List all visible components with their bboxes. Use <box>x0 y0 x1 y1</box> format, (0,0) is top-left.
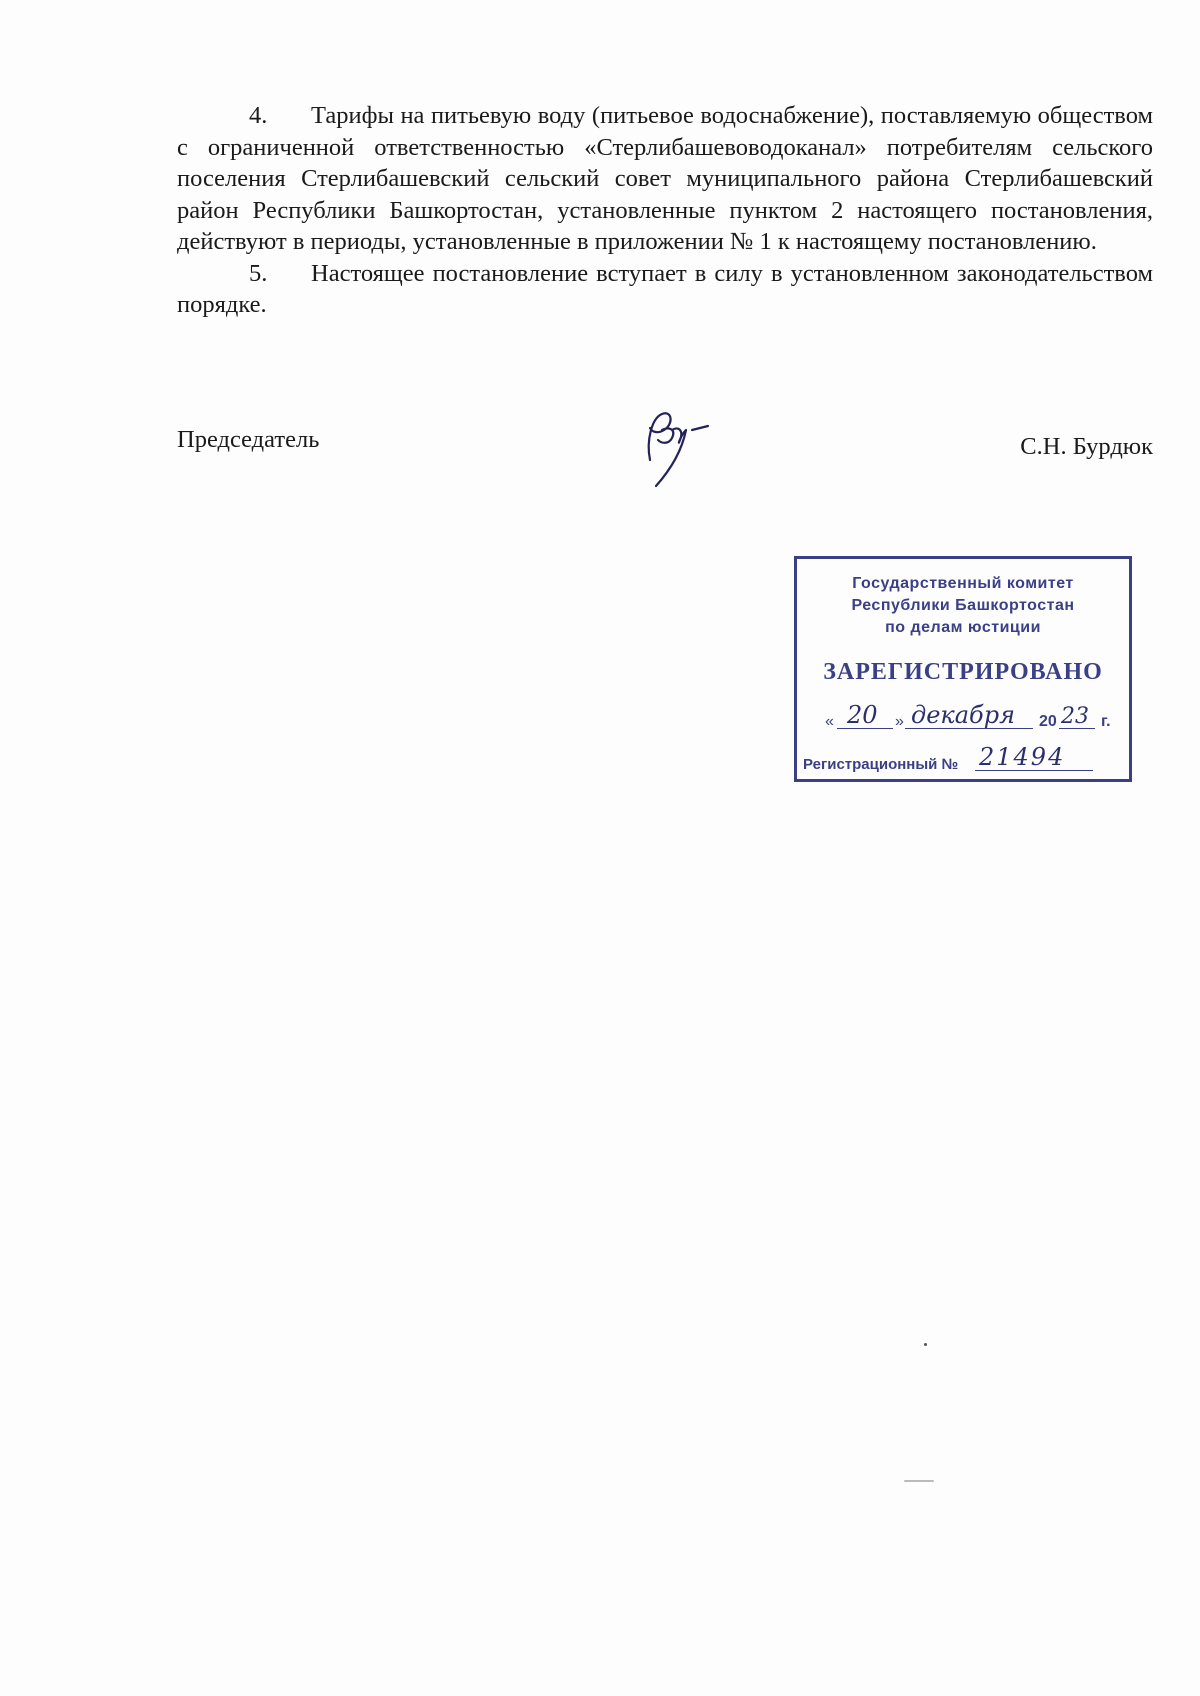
paragraph-text: Настоящее постановление вступает в силу в установленном законодательством порядке. <box>177 259 1153 318</box>
stamp-date-year-suffix: 23 <box>1061 704 1089 729</box>
stamp-status: ЗАРЕГИСТРИРОВАНО <box>823 659 1103 685</box>
scan-speck <box>904 1480 934 1482</box>
stamp-date-month: декабря <box>911 701 1015 729</box>
signatory-role: Председатель <box>177 426 320 453</box>
stamp-date-year-unit: г. <box>1101 713 1111 730</box>
stamp-committee-line: Республики Башкортостан <box>851 597 1075 614</box>
stamp-date-close-quote: » <box>895 713 904 730</box>
stamp-date-year-prefix: 20 <box>1039 713 1057 730</box>
stamp-registration-number: 21494 <box>979 743 1066 771</box>
stamp-committee-line: Государственный комитет <box>852 575 1074 592</box>
registration-stamp <box>794 556 1132 782</box>
document-body <box>177 100 1153 321</box>
paragraph-5 <box>177 258 1153 321</box>
stamp-date-open-quote: « <box>825 713 834 730</box>
scan-speck <box>924 1343 927 1346</box>
stamp-date <box>825 701 1115 735</box>
signatory-name: С.Н. Бурдюк <box>1020 433 1153 460</box>
stamp-committee-line: по делам юстиции <box>885 619 1041 636</box>
paragraph-number: 4. <box>249 102 268 129</box>
paragraph-number: 5. <box>249 259 268 287</box>
stamp-registration <box>803 743 1123 777</box>
stamp-committee <box>797 573 1129 639</box>
handwritten-signature <box>622 400 712 490</box>
stamp-registration-label: Регистрационный № <box>803 756 959 773</box>
paragraph-4 <box>177 100 1153 258</box>
stamp-date-day: 20 <box>847 701 878 729</box>
paragraph-text: Тарифы на питьевую воду (питьевое водоснабжение), поставляемую обществом с ограниченной ответственностью «Стерлибашевоводоканал» потребителям сельского поселения Стерлибашевский сельский совет муниципального района Стерлибашевский район Республики Башкортостан, установленные пунктом 2 настоящего постановления, действуют в периоды, установленные в приложении № 1 к настоящему постановлению. <box>177 102 1153 255</box>
